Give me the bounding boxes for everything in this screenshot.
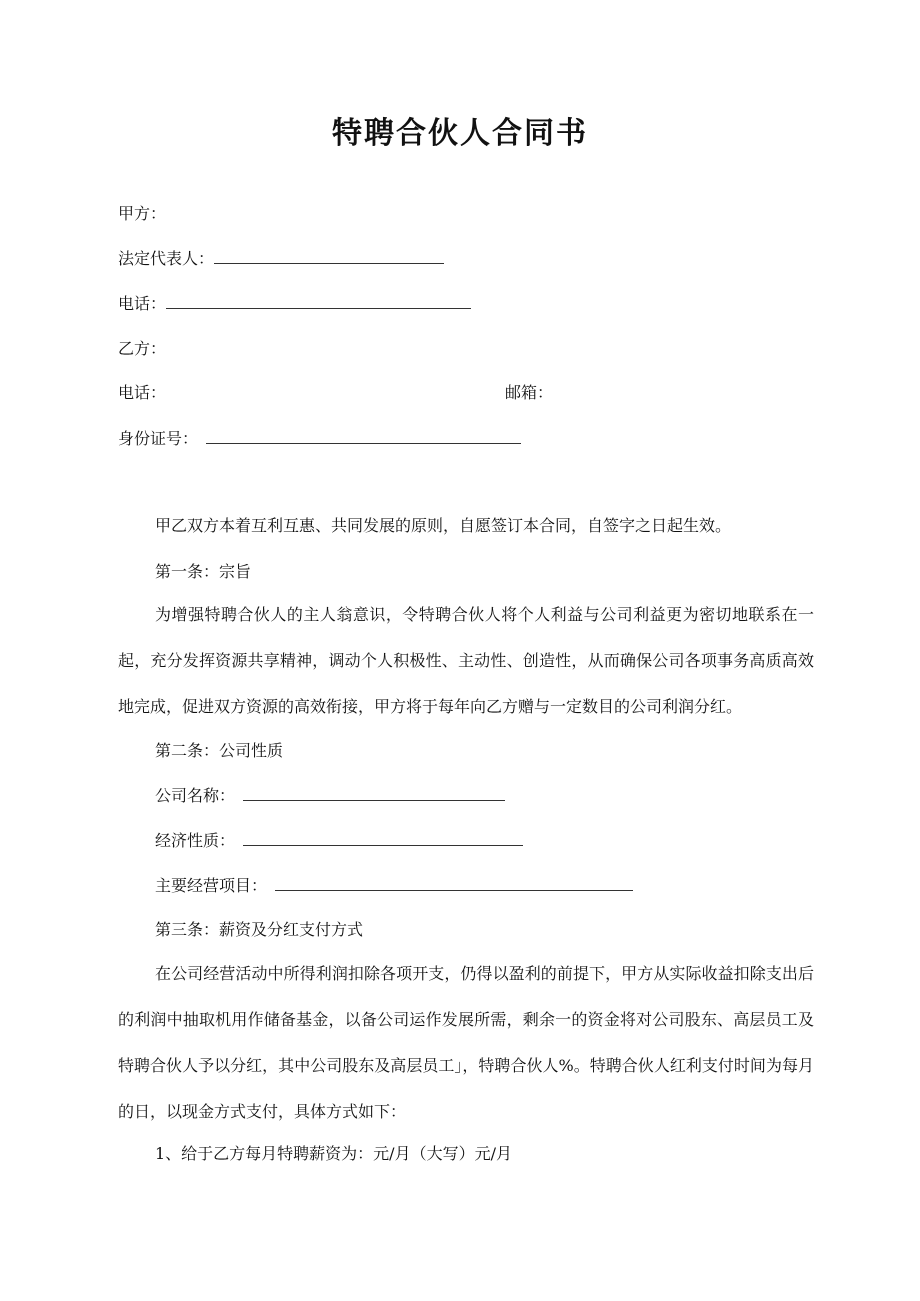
phone-b-label: 电话：	[118, 383, 167, 402]
company-name-row	[155, 784, 505, 808]
article3-item1: 1、给于乙方每月特聘薪资为：元/月（大写）元/月	[155, 1144, 512, 1163]
document-title: 特聘合伙人合同书	[332, 116, 588, 151]
phone-a-row	[118, 292, 471, 316]
id-number-blank[interactable]	[206, 427, 521, 444]
party-a-label: 甲方：	[118, 204, 167, 223]
email-label: 邮箱：	[505, 383, 554, 402]
id-number-row	[118, 427, 521, 451]
article3-body: 在公司经营活动中所得利润扣除各项开支，仍得以盈利的前提下，甲方从实际收益扣除支出后的利润中抽取机用作储备基金，以备公司运作发展所需，剩余一的资金将对公司股东、高层员工及特聘合伙人予以分红，其中公司股东及高层员工」，特聘合伙人%。特聘合伙人红利支付时间为每月的日，以现金方式支付，具体方式如下：	[118, 964, 814, 1121]
company-name-blank[interactable]	[243, 784, 505, 801]
intro-paragraph: 甲乙双方本着互利互惠、共同发展的原则，自愿签订本合同，自签字之日起生效。	[155, 516, 732, 535]
main-business-label: 主要经营项目：	[155, 876, 268, 895]
main-business-row	[155, 874, 633, 898]
phone-a-label: 电话：	[118, 294, 167, 313]
main-business-blank[interactable]	[275, 874, 633, 891]
article1-heading: 第一条：宗旨	[155, 562, 252, 581]
party-b-label: 乙方：	[118, 339, 167, 358]
phone-a-blank[interactable]	[166, 292, 471, 309]
legal-rep-label: 法定代表人：	[118, 249, 215, 268]
company-name-label: 公司名称：	[155, 786, 236, 805]
article2-heading: 第二条：公司性质	[155, 741, 284, 760]
economic-nature-row	[155, 829, 523, 853]
legal-rep-blank[interactable]	[214, 247, 444, 264]
id-number-label: 身份证号：	[118, 429, 199, 448]
economic-nature-label: 经济性质：	[155, 831, 236, 850]
article3-heading: 第三条：薪资及分红支付方式	[155, 920, 364, 939]
legal-rep-row	[118, 247, 444, 271]
economic-nature-blank[interactable]	[243, 829, 523, 846]
article1-body: 为增强特聘合伙人的主人翁意识，令特聘合伙人将个人利益与公司利益更为密切地联系在一起，充分发挥资源共享精神，调动个人积极性、主动性、创造性，从而确保公司各项事务高质高效地完成，促进双方资源的高效衔接，甲方将于每年向乙方赠与一定数目的公司利润分红。	[118, 605, 814, 716]
